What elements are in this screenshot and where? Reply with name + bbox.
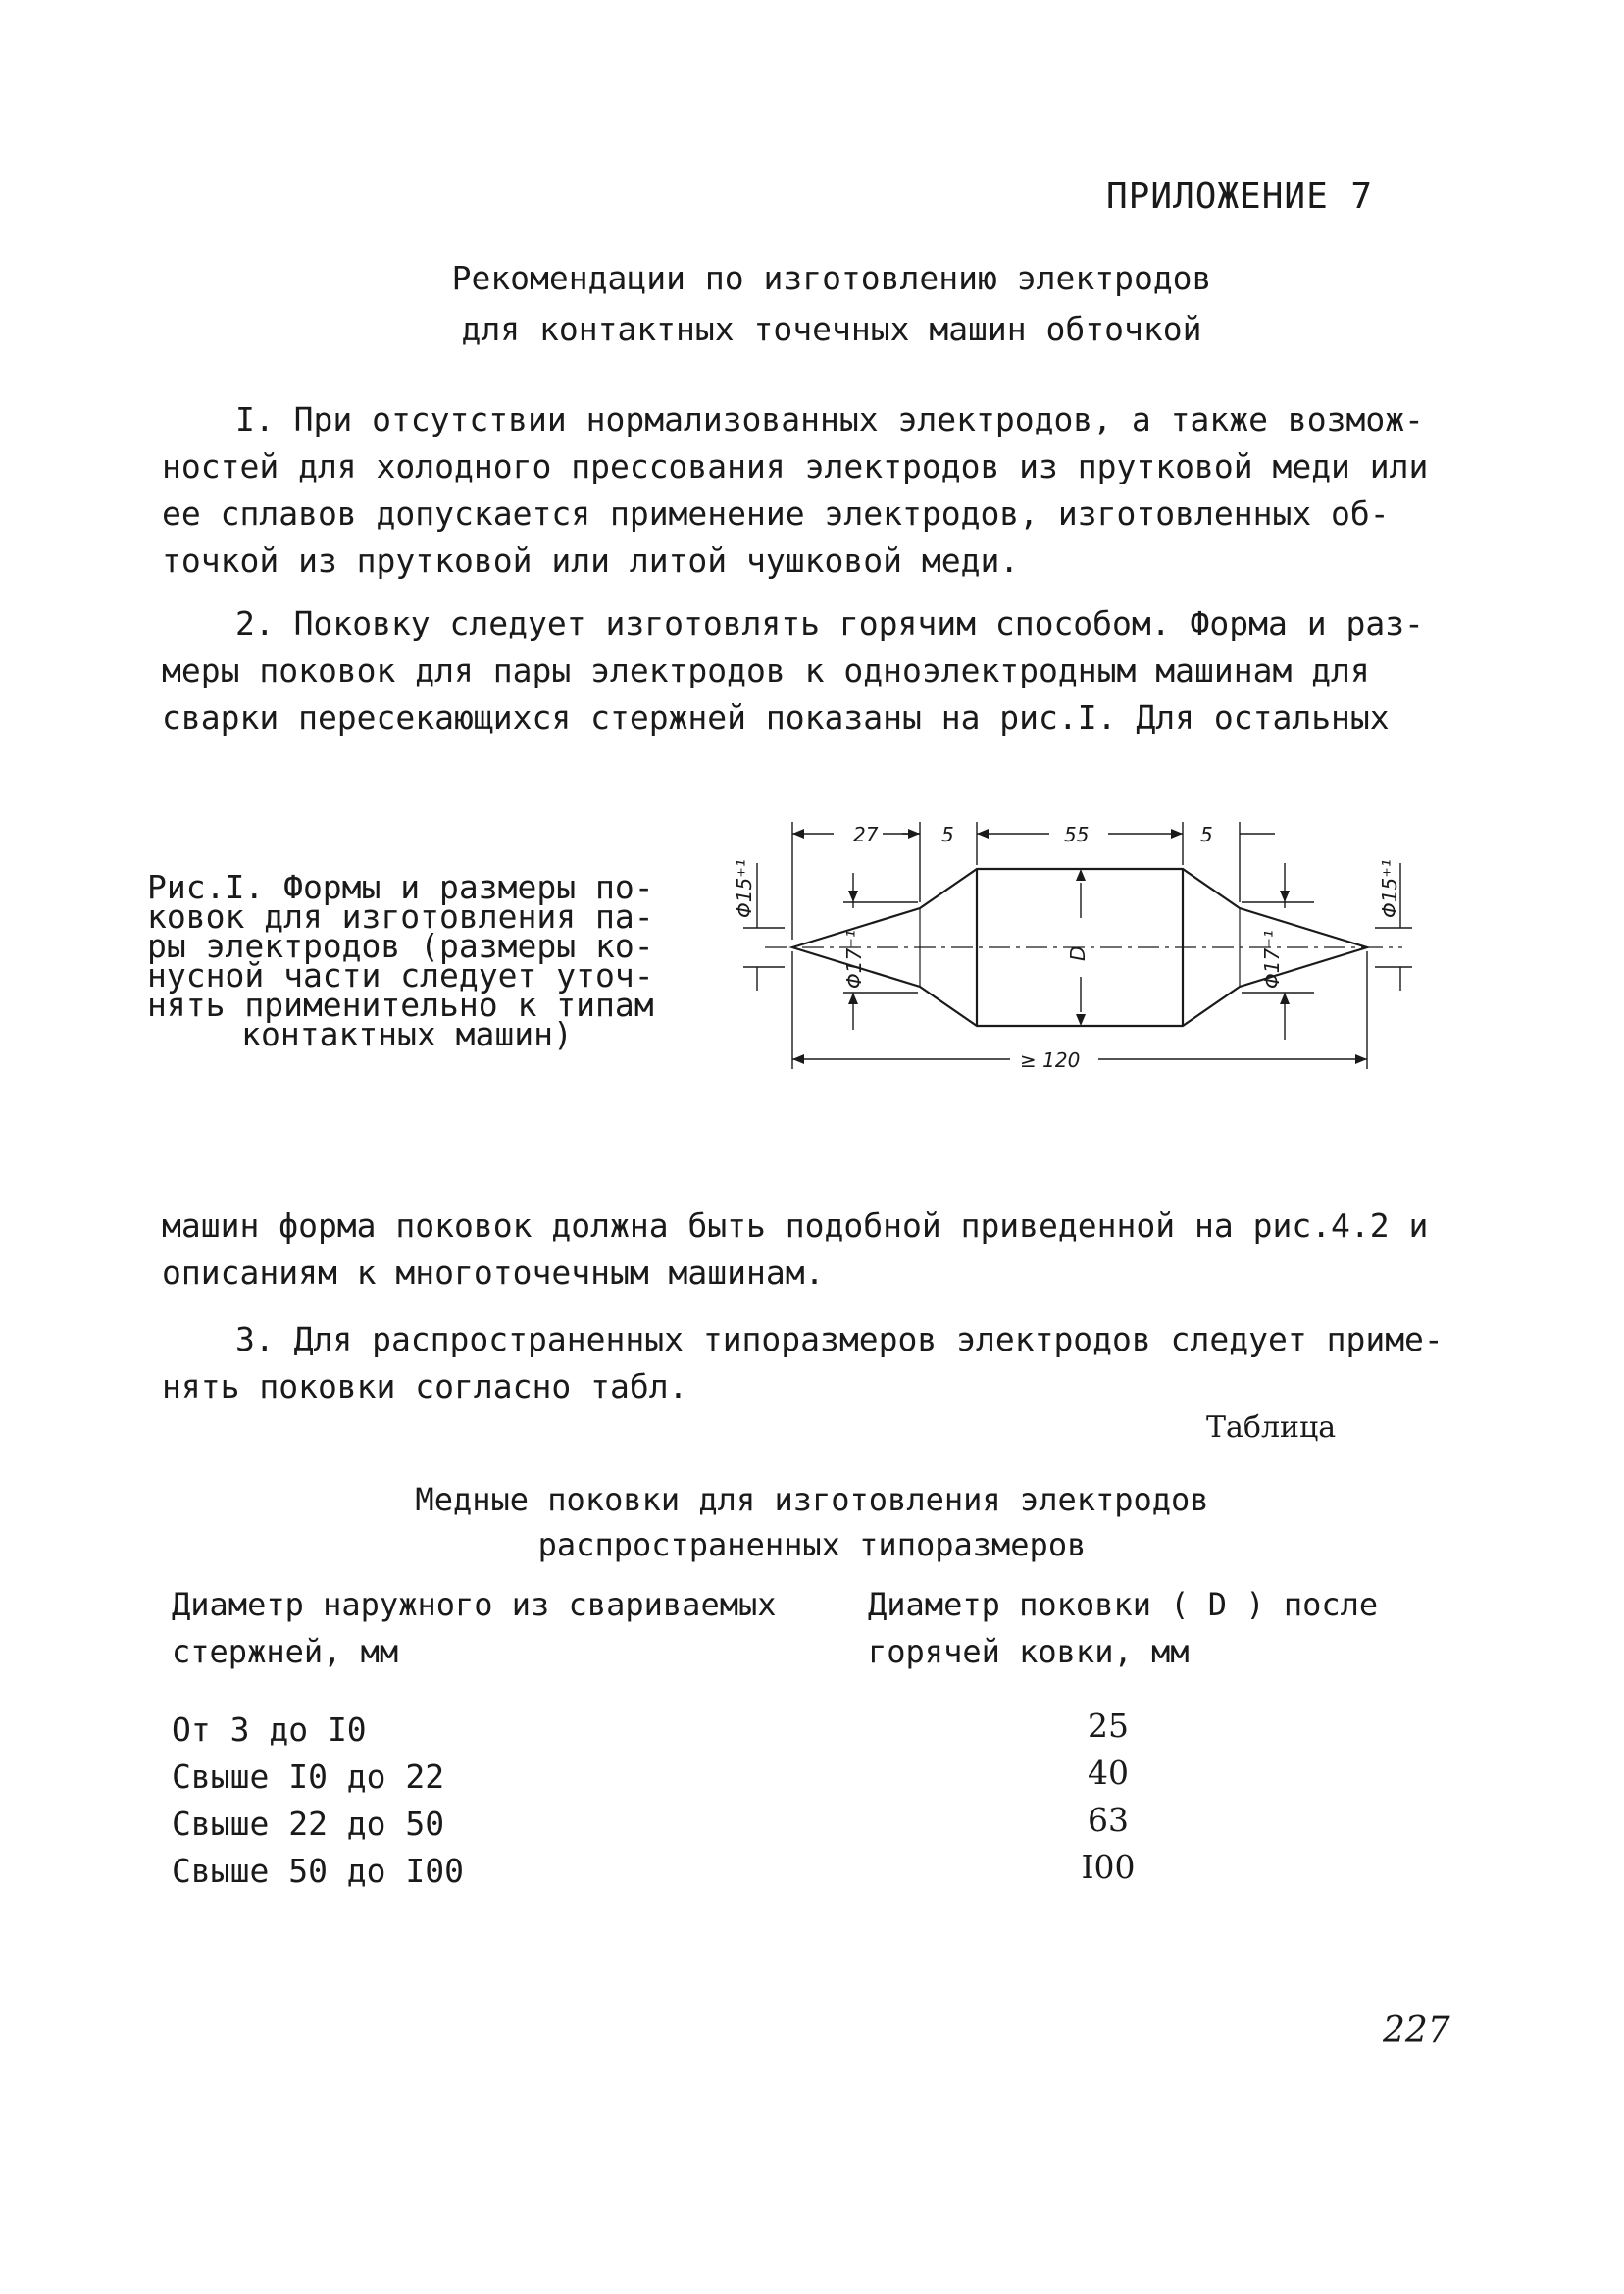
dim-phi15-right: Φ15⁺¹ <box>1378 859 1401 918</box>
table-row-range: От 3 до I0 <box>172 1710 367 1749</box>
table-row-value: 63 <box>1088 1801 1129 1839</box>
caption-line: нусной части следует уточ- <box>147 956 654 994</box>
caption-line: ры электродов (размеры ко- <box>147 927 654 965</box>
document-title-line-2: для контактных точечных машин обточкой <box>461 310 1202 348</box>
dim-5-left: 5 <box>941 823 954 846</box>
paragraph-line: меры поковок для пары электродов к одноэлектродным машинам для <box>162 651 1370 689</box>
table-row-range: Свыше I0 до 22 <box>172 1758 445 1796</box>
caption-line: ковок для изготовления па- <box>147 897 654 936</box>
document-title-line-1: Рекомендации по изготовлению электродов <box>451 259 1212 297</box>
dim-5-right: 5 <box>1200 823 1213 846</box>
column-header-line: стержней, мм <box>172 1633 399 1670</box>
table-column-header-forging-diameter <box>868 1581 1417 1675</box>
column-header-line: Диаметр поковки ( D ) после <box>868 1586 1379 1623</box>
table-title-line-2: распространенных типоразмеров <box>537 1526 1087 1563</box>
column-header-line: горячей ковки, мм <box>868 1633 1190 1670</box>
table-column-header-outer-diameter <box>172 1581 838 1675</box>
table-row-value: 40 <box>1088 1754 1129 1792</box>
paragraph-line: 3. Для распространенных типоразмеров электродов следует приме- <box>235 1320 1444 1358</box>
dim-phi15-left: Φ15⁺¹ <box>733 859 756 918</box>
paragraph-1 <box>162 396 1429 585</box>
paragraph-line: I. При отсутствии нормализованных электродов, а также возмож- <box>235 400 1424 438</box>
paragraph-line: нять поковки согласно табл. <box>162 1367 688 1405</box>
paragraph-line: 2. Поковку следует изготовлять горячим способом. Форма и раз- <box>235 604 1424 642</box>
paragraph-3 <box>162 1316 1444 1410</box>
paragraph-2 <box>162 600 1424 741</box>
paragraph-line: описаниям к многоточечным машинам. <box>162 1253 825 1292</box>
table-row-value: I00 <box>1081 1848 1136 1886</box>
table-row-value: 25 <box>1088 1707 1129 1745</box>
appendix-label: ПРИЛОЖЕНИЕ 7 <box>1106 177 1374 217</box>
paragraph-line: ее сплавов допускается применение электродов, изготовленных об- <box>162 494 1390 533</box>
paragraph-line: ностей для холодного прессования электродов из прутковой меди или <box>162 447 1429 485</box>
dim-27: 27 <box>853 823 879 846</box>
caption-line: контактных машин) <box>241 1015 573 1053</box>
table-title-line-1: Медные поковки для изготовления электродов <box>415 1481 1209 1518</box>
dim-55: 55 <box>1064 823 1090 846</box>
table-row-range: Свыше 50 до I00 <box>172 1852 465 1890</box>
caption-line: Рис.I. Формы и размеры по- <box>147 868 654 906</box>
table-row-range: Свыше 22 до 50 <box>172 1805 445 1843</box>
dim-phi17-right: Φ17⁺¹ <box>1260 930 1284 989</box>
paragraph-line: сварки пересекающихся стержней показаны на рис.I. Для остальных <box>162 698 1390 737</box>
electrode-forging-drawing <box>726 804 1432 1138</box>
figure-caption <box>147 868 667 1053</box>
page-number: 227 <box>1383 2011 1450 2051</box>
paragraph-line: машин форма поковок должна быть подобной приведенной на рис.4.2 и <box>162 1206 1429 1245</box>
paragraph-line: точкой из прутковой или литой чушковой меди. <box>162 541 1020 580</box>
paragraph-2-continued <box>162 1202 1429 1297</box>
caption-line: нять применительно к типам <box>147 986 654 1024</box>
table-label: Таблица <box>1206 1410 1337 1445</box>
dim-D: D <box>1066 945 1090 961</box>
column-header-line: Диаметр наружного из свариваемых <box>172 1586 777 1623</box>
dim-phi17-left: Φ17⁺¹ <box>842 930 866 989</box>
dim-total-length: ≥ 120 <box>1020 1048 1081 1072</box>
